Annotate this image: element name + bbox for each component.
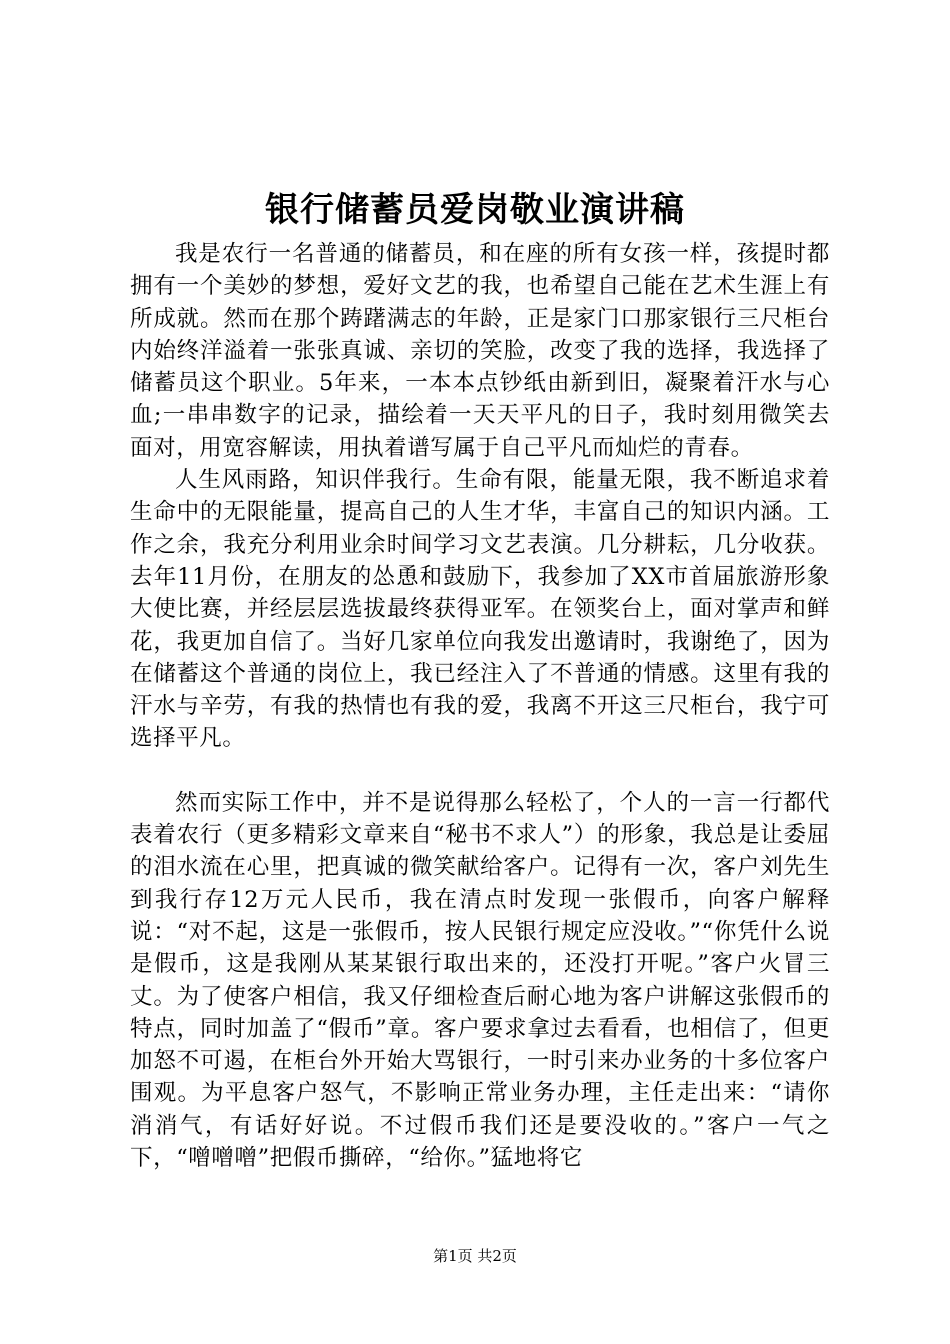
page-footer: 第1页 共2页 <box>433 1247 517 1265</box>
paragraph-1: 我是农行一名普通的储蓄员，和在座的所有女孩一样，孩提时都拥有一个美妙的梦想，爱好文艺的我，也希望自己能在艺术生涯上有所成就。然而在那个踌躇满志的年龄，正是家门口那家银行三尺柜台内始终洋溢着一张张真诚、亲切的笑脸，改变了我的选择，我选择了储蓄员这个职业。5年来，一本本点钞纸由新到旧，凝聚着汗水与心血;一串串数字的记录，描绘着一天天平凡的日子，我时刻用微笑去面对，用宽容解读，用执着谱写属于自己平凡而灿烂的青春。 <box>130 241 830 461</box>
paragraph-2: 人生风雨路，知识伴我行。生命有限，能量无限，我不断追求着生命中的无限能量，提高自己的人生才华，丰富自己的知识内涵。工作之余，我充分利用业余时间学习文艺表演。几分耕耘，几分收获。去年11月份，在朋友的怂恿和鼓励下，我参加了XX市首届旅游形象大使比赛，并经层层选拔最终获得亚军。在领奖台上，面对掌声和鲜花，我更加自信了。当好几家单位向我发出邀请时，我谢绝了，因为在储蓄这个普通的岗位上，我已经注入了不普通的情感。这里有我的汗水与辛劳，有我的热情也有我的爱，我离不开这三尺柜台，我宁可选择平凡。 <box>130 467 830 752</box>
paragraph-3: 然而实际工作中，并不是说得那么轻松了，个人的一言一行都代表着农行（更多精彩文章来自“秘书不求人”）的形象，我总是让委屈的泪水流在心里，把真诚的微笑献给客户。记得有一次，客户刘先生到我行存12万元人民币，我在清点时发现一张假币，向客户解释说：“对不起，这是一张假币，按人民银行规定应没收。”“你凭什么说是假币，这是我刚从某某银行取出来的，还没打开呢。”客户火冒三丈。为了使客户相信，我又仔细检查后耐心地为客户讲解这张假币的特点，同时加盖了“假币”章。客户要求拿过去看看，也相信了，但更加怒不可遏，在柜台外开始大骂银行，一时引来办业务的十多位客户围观。为平息客户怒气，不影响正常业务办理，主任走出来：“请你消消气，有话好好说。不过假币我们还是要没收的。”客户一气之下，“噌噌噌”把假币撕碎，“给你。”猛地将它 <box>130 789 830 1172</box>
document-body <box>130 238 830 1174</box>
document-title: 银行储蓄员爱岗敬业演讲稿 <box>265 190 685 230</box>
